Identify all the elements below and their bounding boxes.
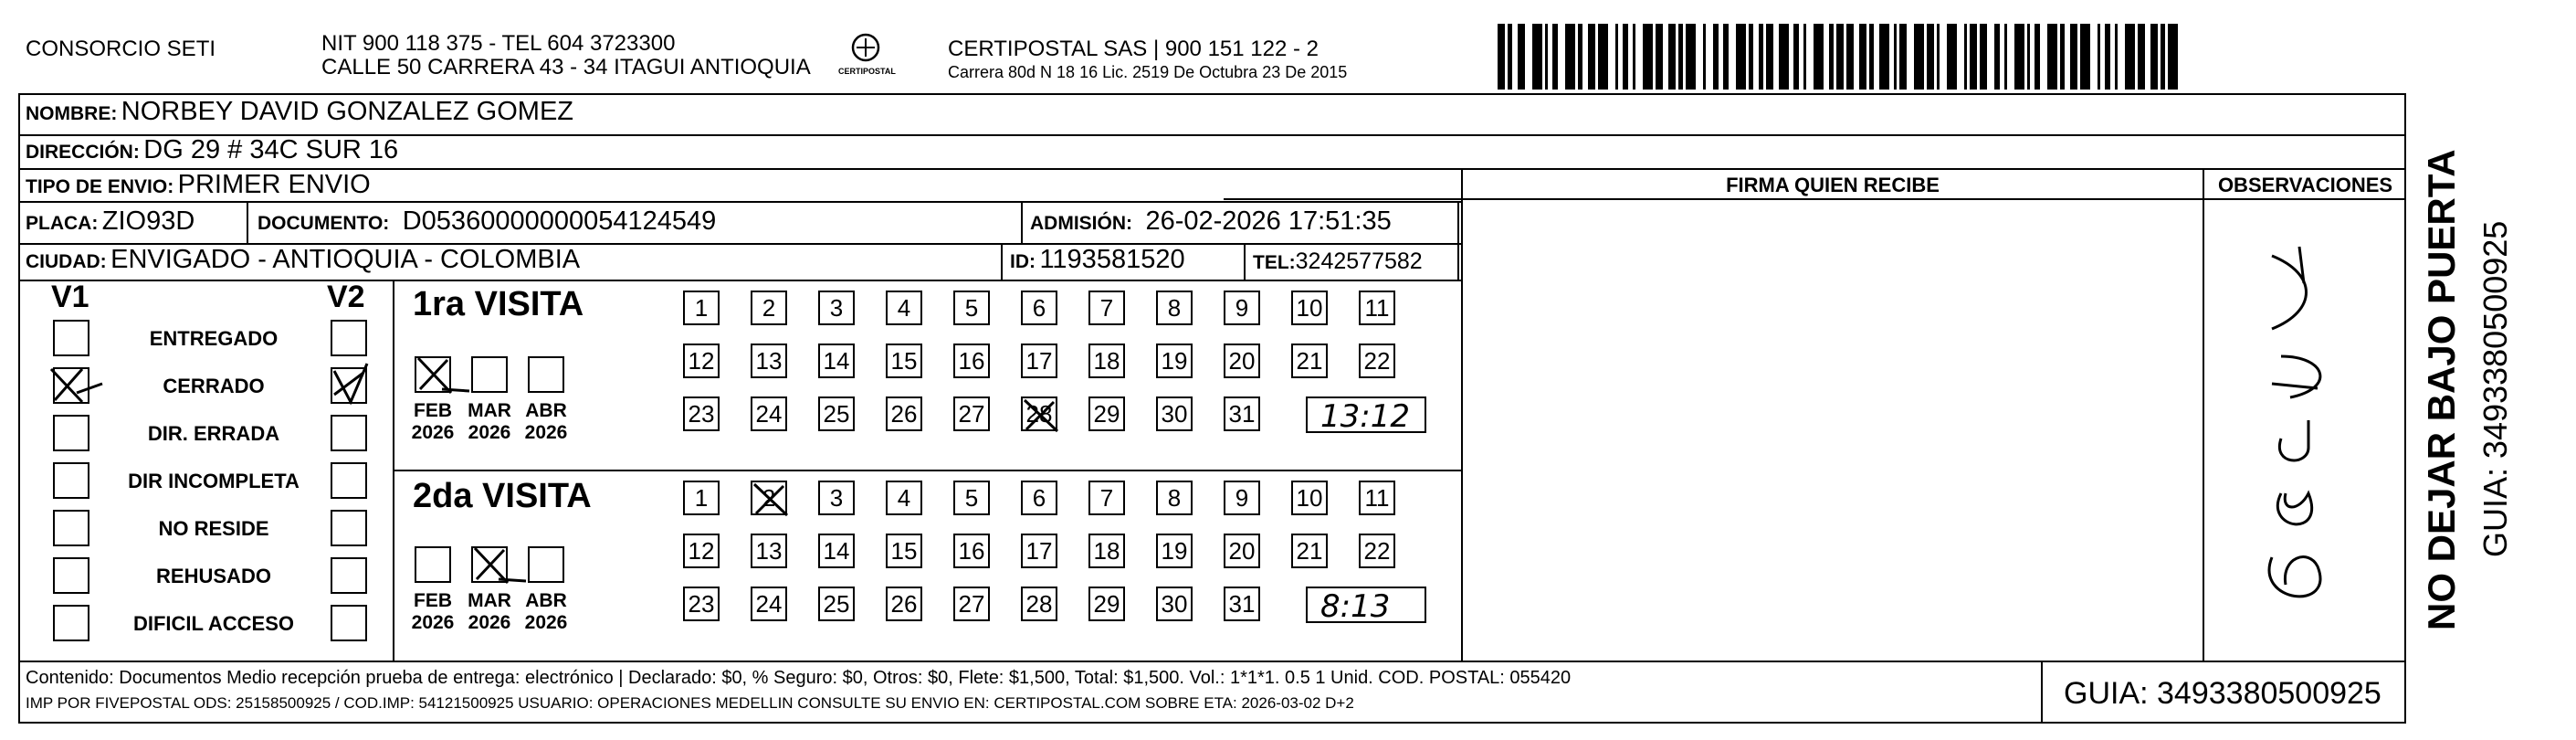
barcode-bar	[1498, 24, 1502, 90]
barcode-bar	[2171, 24, 2175, 90]
v1-checkbox[interactable]	[53, 557, 89, 594]
day-box[interactable]: 12	[683, 534, 720, 568]
barcode-bar	[1783, 24, 1786, 90]
month-label	[407, 400, 458, 444]
day-box[interactable]: 4	[886, 291, 922, 325]
v2-checkbox[interactable]	[331, 557, 367, 594]
month-year: 2026	[411, 612, 455, 633]
barcode-bar	[2085, 24, 2087, 90]
footer-guia: GUIA: 3493380500925	[2064, 676, 2381, 711]
day-box[interactable]: 17	[1021, 534, 1057, 568]
day-box[interactable]: 26	[886, 396, 922, 431]
barcode-bar	[2140, 24, 2145, 90]
day-box[interactable]: 14	[818, 534, 855, 568]
day-box[interactable]: 11	[1359, 481, 1395, 515]
barcode-bar	[2020, 24, 2024, 90]
day-box[interactable]: 30	[1156, 587, 1193, 621]
barcode-bar	[1964, 24, 1967, 90]
barcode-bar	[1766, 24, 1769, 90]
barcode-bar	[1927, 24, 1929, 90]
day-box[interactable]: 10	[1291, 291, 1328, 325]
barcode-bar	[1623, 24, 1625, 90]
barcode-bar	[1919, 24, 1924, 90]
day-box[interactable]: 26	[886, 587, 922, 621]
firma-header: FIRMA QUIEN RECIBE	[1726, 174, 1940, 196]
month-checkbox[interactable]	[415, 546, 451, 583]
day-box[interactable]: 29	[1088, 396, 1125, 431]
day-box[interactable]: 1	[683, 291, 720, 325]
day-box[interactable]: 11	[1359, 291, 1395, 325]
month-name: ABR	[525, 400, 567, 421]
barcode-bar	[1625, 24, 1628, 90]
day-box[interactable]: 17	[1021, 344, 1057, 378]
month-name: FEB	[414, 400, 452, 421]
nit-line: NIT 900 118 375 - TEL 604 3723300	[321, 31, 676, 56]
barcode-bar	[1723, 24, 1726, 90]
placa-row	[26, 206, 195, 237]
nombre-label: NOMBRE:	[26, 103, 118, 124]
barcode-bar	[1703, 24, 1706, 90]
certipostal-line: CERTIPOSTAL SAS | 900 151 122 - 2	[948, 37, 1319, 61]
status-label: NO RESIDE	[158, 517, 269, 540]
barcode-bar	[2060, 24, 2065, 90]
month-checkbox[interactable]	[415, 356, 451, 393]
barcode-bar	[1565, 24, 1568, 90]
barcode-bar	[1779, 24, 1783, 90]
status-label: CERRADO	[163, 375, 265, 397]
barcode-bar	[1819, 24, 1824, 90]
day-box[interactable]: 27	[953, 396, 990, 431]
status-label: DIR INCOMPLETA	[128, 470, 300, 492]
day-box[interactable]: 19	[1156, 344, 1193, 378]
barcode-bar	[2004, 24, 2007, 90]
day-box[interactable]: 7	[1088, 291, 1125, 325]
month-label	[520, 590, 572, 634]
day-box[interactable]: 30	[1156, 396, 1193, 431]
day-box[interactable]: 1	[683, 481, 720, 515]
time-box[interactable]	[1306, 587, 1426, 623]
address-line: CALLE 50 CARRERA 43 - 34 ITAGUI ANTIOQUIA	[321, 55, 811, 79]
month-checkbox[interactable]	[528, 356, 564, 393]
barcode-bar	[1997, 24, 2000, 90]
barcode-bar	[1980, 24, 1984, 90]
day-box[interactable]: 14	[818, 344, 855, 378]
day-box[interactable]: 5	[953, 481, 990, 515]
month-year: 2026	[468, 422, 511, 443]
barcode-bar	[2155, 24, 2158, 90]
visit2-title: 2da VISITA	[413, 477, 592, 515]
barcode-bar	[1796, 24, 1799, 90]
v2-checkbox[interactable]	[331, 462, 367, 499]
barcode-bar	[1588, 24, 1593, 90]
day-box[interactable]: 7	[1088, 481, 1125, 515]
barcode-bar	[1894, 24, 1897, 90]
month-name: ABR	[525, 590, 567, 611]
day-box[interactable]: 13	[751, 534, 787, 568]
tel-value: 3242577582	[1295, 248, 1423, 274]
id-row	[1010, 245, 1185, 275]
barcode-bar	[2125, 24, 2128, 90]
barcode-bar	[1994, 24, 1997, 90]
company-name: CONSORCIO SETI	[26, 37, 216, 61]
barcode-bar	[1947, 24, 1950, 90]
day-mark	[1023, 398, 1059, 433]
status-label: DIFICIL ACCESO	[132, 612, 294, 635]
month-name: FEB	[414, 590, 452, 611]
barcode-bar	[1743, 24, 1746, 90]
barcode-bar	[1793, 24, 1796, 90]
day-box[interactable]: 24	[751, 396, 787, 431]
observaciones-handwriting	[2217, 228, 2400, 649]
barcode-bar	[1658, 24, 1663, 90]
v1-checkbox[interactable]	[53, 367, 89, 404]
barcode-bar	[2055, 24, 2057, 90]
day-box[interactable]: 28	[1021, 396, 1057, 431]
barcode-bar	[1974, 24, 1977, 90]
day-box[interactable]: 2	[751, 291, 787, 325]
barcode-bar	[2105, 24, 2108, 90]
documento-row	[258, 206, 716, 237]
footer-content: Contenido: Documentos Medio recepción prueba de entrega: electrónico | Declarado: $0, % Seguro: $0, Otros: $0, Flete: $1,500, Total: $1,500. Vol.: 1*1*1. 0.5 1 Unid. COD. POSTAL: 055420	[26, 668, 1572, 688]
tipo-value: PRIMER ENVIO	[177, 170, 371, 199]
side-guia: GUIA: 3493380500925	[2476, 220, 2514, 557]
direccion-row	[26, 135, 398, 165]
barcode-bar	[1879, 24, 1884, 90]
day-box[interactable]: 3	[818, 291, 855, 325]
barcode-bar	[2017, 24, 2020, 90]
tel-label: TEL:	[1253, 252, 1296, 273]
day-box[interactable]: 23	[683, 396, 720, 431]
barcode-bar	[1917, 24, 1919, 90]
barcode-bar	[1518, 24, 1522, 90]
month-checkbox[interactable]	[471, 546, 508, 583]
barcode-bar	[1508, 24, 1512, 90]
v2-checkbox[interactable]	[331, 367, 367, 404]
barcode-bar	[1648, 24, 1653, 90]
day-box[interactable]: 5	[953, 291, 990, 325]
barcode-bar	[1739, 24, 1743, 90]
nombre-value: NORBEY DAVID GONZALEZ GOMEZ	[121, 97, 574, 126]
barcode-bar	[2070, 24, 2075, 90]
day-box[interactable]: 28	[1021, 587, 1057, 621]
month-year: 2026	[524, 612, 568, 633]
month-label	[520, 400, 572, 444]
day-box[interactable]: 18	[1088, 534, 1125, 568]
day-box[interactable]: 10	[1291, 481, 1328, 515]
barcode-bar	[1736, 24, 1739, 90]
day-box[interactable]: 31	[1224, 587, 1260, 621]
barcode-bar	[1759, 24, 1763, 90]
day-box[interactable]: 22	[1359, 344, 1395, 378]
day-box[interactable]: 8	[1156, 481, 1193, 515]
barcode-bar	[1693, 24, 1696, 90]
visit1-title: 1ra VISITA	[413, 285, 584, 323]
status-label: DIR. ERRADA	[147, 422, 280, 445]
observaciones-header: OBSERVACIONES	[2217, 174, 2393, 196]
admision-value: 26-02-2026 17:51:35	[1145, 206, 1392, 236]
barcode-bar	[1849, 24, 1854, 90]
month-year: 2026	[411, 422, 455, 443]
ciudad-row	[26, 245, 580, 275]
status-label: REHUSADO	[156, 565, 271, 587]
barcode-bar	[1555, 24, 1558, 90]
barcode-bar	[1887, 24, 1889, 90]
footer-imp: IMP POR FIVEPOSTAL ODS: 25158500925 / COD.IMP: 54121500925 USUARIO: OPERACIONES MEDELLIN CONSULTE SU ENVIO EN: CERTIPOSTAL.COM SOBRE ETA: 2026-03-02 D+2	[26, 694, 1354, 712]
v2-checkbox[interactable]	[331, 510, 367, 546]
tipo-label: TIPO DE ENVIO:	[26, 176, 174, 197]
v2-label: V2	[327, 280, 365, 314]
barcode-bar	[2087, 24, 2090, 90]
barcode-bar	[1643, 24, 1645, 90]
day-box[interactable]: 15	[886, 534, 922, 568]
time-box[interactable]	[1306, 396, 1426, 433]
v1-checkbox[interactable]	[53, 510, 89, 546]
day-box[interactable]: 2	[751, 481, 787, 515]
barcode-bar	[2050, 24, 2055, 90]
barcode-bar	[2080, 24, 2085, 90]
barcode-bar	[2075, 24, 2077, 90]
barcode-bar	[1899, 24, 1904, 90]
v2-checkbox[interactable]	[331, 605, 367, 641]
barcode-bar	[1816, 24, 1819, 90]
barcode-bar	[1598, 24, 1603, 90]
barcode-bar	[1502, 24, 1505, 90]
barcode-bar	[1572, 24, 1575, 90]
day-box[interactable]: 9	[1224, 291, 1260, 325]
barcode-bar	[2150, 24, 2155, 90]
barcode-bar	[1769, 24, 1773, 90]
month-label	[464, 400, 515, 444]
day-box[interactable]: 13	[751, 344, 787, 378]
barcode-bar	[1522, 24, 1525, 90]
month-label	[407, 590, 458, 634]
day-box[interactable]: 23	[683, 587, 720, 621]
placa-value: ZIO93D	[101, 206, 195, 236]
barcode-bar	[1552, 24, 1555, 90]
barcode-bar	[2098, 24, 2100, 90]
barcode-bar	[1950, 24, 1954, 90]
day-box[interactable]: 16	[953, 534, 990, 568]
barcode-bar	[1678, 24, 1683, 90]
barcode	[1498, 24, 2201, 90]
ciudad-value: ENVIGADO - ANTIOQUIA - COLOMBIA	[110, 245, 581, 274]
placa-label: PLACA:	[26, 213, 99, 234]
direccion-value: DG 29 # 34C SUR 16	[143, 135, 399, 164]
barcode-bar	[1970, 24, 1974, 90]
barcode-bar	[1686, 24, 1688, 90]
logo-text: CERTIPOSTAL	[838, 67, 896, 76]
barcode-bar	[1829, 24, 1834, 90]
month-year: 2026	[524, 422, 568, 443]
barcode-bar	[1954, 24, 1957, 90]
barcode-bar	[1726, 24, 1729, 90]
barcode-bar	[1716, 24, 1719, 90]
admision-row	[1030, 206, 1392, 237]
barcode-bar	[1904, 24, 1907, 90]
id-label: ID:	[1010, 251, 1036, 272]
barcode-bar	[2175, 24, 2178, 90]
day-box[interactable]: 21	[1291, 534, 1328, 568]
handwritten-time: 13:12	[1320, 398, 1410, 435]
day-box[interactable]: 22	[1359, 534, 1395, 568]
day-box[interactable]: 4	[886, 481, 922, 515]
barcode-bar	[1786, 24, 1789, 90]
barcode-bar	[1615, 24, 1618, 90]
tel-row	[1253, 248, 1423, 275]
day-box[interactable]: 18	[1088, 344, 1125, 378]
barcode-bar	[1937, 24, 1940, 90]
day-box[interactable]: 25	[818, 396, 855, 431]
barcode-bar	[1688, 24, 1693, 90]
barcode-bar	[2161, 24, 2165, 90]
day-box[interactable]: 21	[1291, 344, 1328, 378]
barcode-bar	[1535, 24, 1538, 90]
barcode-bar	[2037, 24, 2040, 90]
barcode-bar	[1929, 24, 1934, 90]
barcode-bar	[2115, 24, 2118, 90]
barcode-bar	[1869, 24, 1874, 90]
day-box[interactable]: 27	[953, 587, 990, 621]
v1-label: V1	[51, 280, 89, 314]
day-box[interactable]: 25	[818, 587, 855, 621]
ciudad-label: CIUDAD:	[26, 251, 107, 272]
day-box[interactable]: 6	[1021, 481, 1057, 515]
day-box[interactable]: 16	[953, 344, 990, 378]
documento-value: D05360000000054124549	[402, 206, 717, 236]
barcode-bar	[2035, 24, 2037, 90]
handwritten-time: 8:13	[1320, 588, 1391, 625]
barcode-bar	[1803, 24, 1806, 90]
barcode-bar	[1914, 24, 1917, 90]
day-box[interactable]: 15	[886, 344, 922, 378]
day-box[interactable]: 29	[1088, 587, 1125, 621]
license-line: Carrera 80d N 18 16 Lic. 2519 De Octubra 23 De 2015	[948, 63, 1348, 81]
barcode-bar	[1532, 24, 1535, 90]
month-name: MAR	[468, 590, 511, 611]
day-box[interactable]: 12	[683, 344, 720, 378]
day-box[interactable]: 24	[751, 587, 787, 621]
day-box[interactable]: 9	[1224, 481, 1260, 515]
day-box[interactable]: 20	[1224, 344, 1260, 378]
barcode-bar	[1859, 24, 1864, 90]
id-value: 1193581520	[1039, 245, 1185, 274]
barcode-bar	[1836, 24, 1839, 90]
barcode-bar	[1633, 24, 1635, 90]
barcode-bar	[2014, 24, 2017, 90]
month-name: MAR	[468, 400, 511, 421]
barcode-bar	[2128, 24, 2130, 90]
barcode-bar	[1645, 24, 1648, 90]
day-mark	[752, 482, 789, 517]
barcode-bar	[1568, 24, 1572, 90]
barcode-bar	[1578, 24, 1582, 90]
barcode-bar	[1884, 24, 1887, 90]
barcode-bar	[2027, 24, 2030, 90]
admision-label: ADMISIÓN:	[1030, 213, 1132, 234]
direccion-label: DIRECCIÓN:	[26, 142, 140, 163]
v2-checkbox[interactable]	[331, 415, 367, 451]
barcode-bar	[1839, 24, 1844, 90]
day-box[interactable]: 8	[1156, 291, 1193, 325]
barcode-bar	[1814, 24, 1816, 90]
barcode-bar	[1846, 24, 1849, 90]
barcode-bar	[1984, 24, 1987, 90]
certipostal-logo	[838, 33, 896, 76]
barcode-bar	[2168, 24, 2171, 90]
month-label	[464, 590, 515, 634]
barcode-bar	[2138, 24, 2140, 90]
v1-checkbox[interactable]	[53, 605, 89, 641]
tipo-row	[26, 170, 371, 200]
barcode-bar	[1605, 24, 1608, 90]
barcode-bar	[1656, 24, 1658, 90]
day-box[interactable]: 31	[1224, 396, 1260, 431]
v1-checkbox[interactable]	[53, 415, 89, 451]
v2-checkbox[interactable]	[331, 320, 367, 356]
barcode-bar	[1713, 24, 1716, 90]
barcode-bar	[1749, 24, 1753, 90]
v1-checkbox[interactable]	[53, 462, 89, 499]
nombre-row	[26, 97, 573, 127]
month-checkbox[interactable]	[528, 546, 564, 583]
barcode-bar	[1593, 24, 1595, 90]
day-box[interactable]: 3	[818, 481, 855, 515]
barcode-bar	[1668, 24, 1673, 90]
barcode-bar	[2130, 24, 2135, 90]
barcode-bar	[1673, 24, 1676, 90]
status-label: ENTREGADO	[149, 327, 279, 350]
barcode-bar	[2108, 24, 2110, 90]
month-checkbox[interactable]	[471, 356, 508, 393]
day-box[interactable]: 6	[1021, 291, 1057, 325]
barcode-bar	[1864, 24, 1866, 90]
v1-checkbox[interactable]	[53, 320, 89, 356]
documento-label: DOCUMENTO:	[258, 213, 390, 234]
barcode-bar	[2047, 24, 2050, 90]
day-box[interactable]: 19	[1156, 534, 1193, 568]
barcode-bar	[1603, 24, 1605, 90]
barcode-bar	[1545, 24, 1548, 90]
barcode-bar	[1538, 24, 1542, 90]
month-year: 2026	[468, 612, 511, 633]
side-warning: NO DEJAR BAJO PUERTA	[2420, 149, 2463, 630]
day-box[interactable]: 20	[1224, 534, 1260, 568]
